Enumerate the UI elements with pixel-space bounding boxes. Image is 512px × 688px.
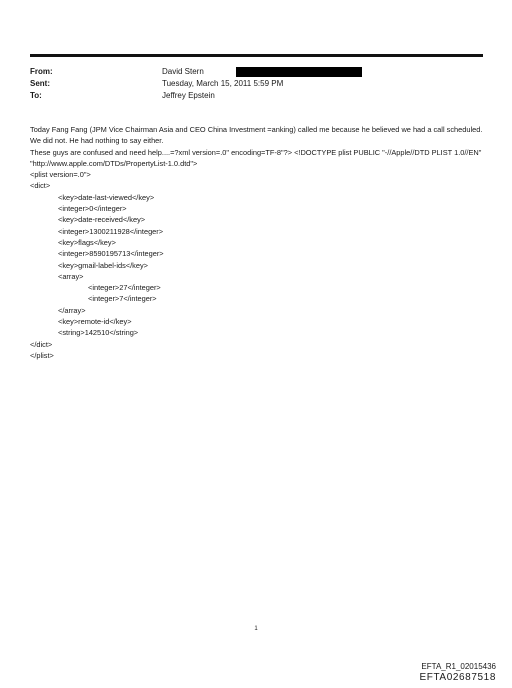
plist-line: <key>remote-id</key> xyxy=(58,317,132,327)
plist-line: <key>date-received</key> xyxy=(58,215,146,225)
sent-label: Sent: xyxy=(30,79,50,88)
footer-ref-r1: EFTA_R1_02015436 xyxy=(421,662,496,671)
to-value: Jeffrey Epstein xyxy=(162,91,215,100)
from-row xyxy=(30,66,483,78)
plist-line: <integer>8590195713</integer> xyxy=(58,249,164,259)
plist-line: <integer>27</integer> xyxy=(88,283,161,293)
footer-references xyxy=(419,662,496,684)
plist-line: <integer>0</integer> xyxy=(58,204,127,214)
plist-line: <integer>7</integer> xyxy=(88,294,157,304)
plist-line: <array> xyxy=(58,271,84,281)
to-row xyxy=(30,90,483,102)
footer-ref-efta: EFTA02687518 xyxy=(419,672,496,683)
to-label: To: xyxy=(30,91,42,100)
plist-line: <key>date-last-viewed</key> xyxy=(58,192,155,202)
plist-line: <plist version=.0"> xyxy=(30,170,91,180)
plist-line: </array> xyxy=(58,305,86,315)
sent-row xyxy=(30,78,483,90)
plist-line: <integer>1300211928</integer> xyxy=(58,226,164,236)
sent-value: Tuesday, March 15, 2011 5:59 PM xyxy=(162,79,284,88)
plist-line: <key>gmail-label-ids</key> xyxy=(58,260,148,270)
body-line: These guys are confused and need help....=?xml version=.0" encoding=TF-8"?> <!DOCTYPE plist PUBLIC "-//Apple//DTD PLIST 1.0//EN" "http://www.apple.com/DTDs/PropertyList-1.0.dtd"> xyxy=(30,147,482,168)
header-rule xyxy=(30,54,483,57)
plist-code-block xyxy=(30,169,485,361)
plist-line: </dict> xyxy=(30,339,53,349)
body-paragraph: Today Fang Fang (JPM Vice Chairman Asia and CEO China Investment =anking) called me because he believed we had a call scheduled. xyxy=(30,125,483,134)
plist-line: <dict> xyxy=(30,181,51,191)
plist-line: <string>142510</string> xyxy=(58,328,139,338)
page-number: 1 xyxy=(254,626,258,632)
body-line: We did not. He had nothing to say either. xyxy=(30,136,164,146)
from-label: From: xyxy=(30,67,53,76)
plist-line: </plist> xyxy=(30,350,54,360)
plist-line: <key>flags</key> xyxy=(58,237,116,247)
email-body xyxy=(30,124,485,361)
from-value: David Stern xyxy=(162,67,204,76)
redaction-bar xyxy=(236,67,362,77)
